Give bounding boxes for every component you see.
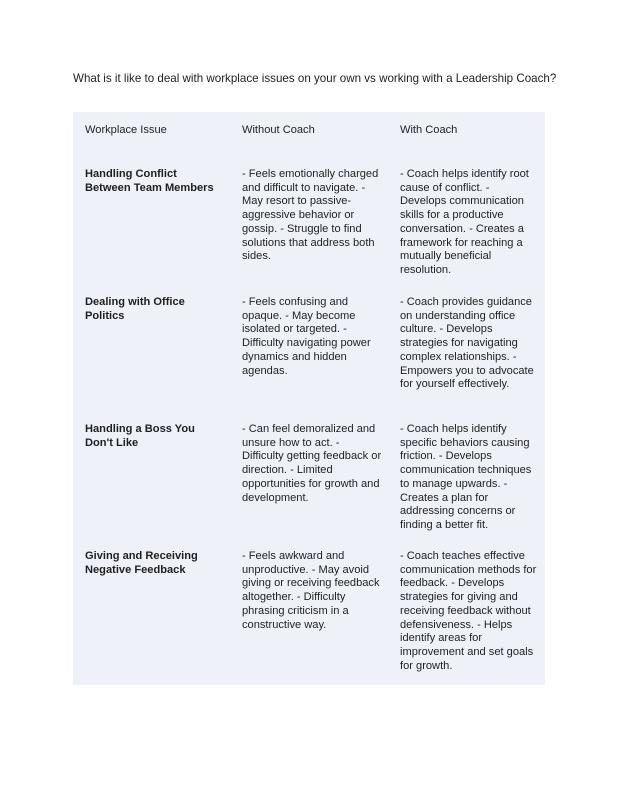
- header-without-coach: Without Coach: [242, 124, 315, 136]
- issue-cell: Handling a Boss You Don't Like: [85, 423, 195, 449]
- header-workplace-issue: Workplace Issue: [85, 124, 167, 136]
- without-coach-cell: - Feels emotionally charged and difficult to navigate. - May resort to passive-aggressive behavior or gossip. - Struggle to find solutions that address both sides.: [242, 168, 379, 263]
- with-coach-cell: - Coach provides guidance on understanding office culture. - Develops strategies for navigating complex relationships. - Empowers you to advocate for yourself effectively.: [400, 296, 534, 391]
- without-coach-cell: - Feels awkward and unproductive. - May avoid giving or receiving feedback altogether. - Difficulty phrasing criticism in a constructive way.: [242, 550, 380, 631]
- issue-cell: Handling Conflict Between Team Members: [85, 168, 214, 194]
- with-coach-cell: - Coach helps identify specific behaviors causing friction. - Develops communication techniques to manage upwards. - Creates a plan for addressing concerns or finding a better fit.: [400, 423, 532, 531]
- table-header-row: [73, 124, 545, 140]
- issue-cell: Dealing with Office Politics: [85, 296, 185, 322]
- without-coach-cell: - Can feel demoralized and unsure how to act. - Difficulty getting feedback or direction. - Limited opportunities for growth and development.: [242, 423, 382, 504]
- without-coach-cell: - Feels confusing and opaque. - May become isolated or targeted. - Difficulty navigating power dynamics and hidden agendas.: [242, 296, 371, 377]
- comparison-table: [73, 112, 545, 685]
- with-coach-cell: - Coach teaches effective communication methods for feedback. - Develops strategies for giving and receiving feedback without defensiveness. - Helps identify areas for improvement and set goals for growth.: [400, 550, 537, 672]
- with-coach-cell: - Coach helps identify root cause of conflict. - Develops communication skills for a productive conversation. - Creates a framework for reaching a mutually beneficial resolution.: [400, 168, 529, 276]
- issue-cell: Giving and Receiving Negative Feedback: [85, 550, 198, 576]
- page-heading: What is it like to deal with workplace issues on your own vs working with a Leadership Coach?: [73, 72, 557, 85]
- header-with-coach: With Coach: [400, 124, 458, 136]
